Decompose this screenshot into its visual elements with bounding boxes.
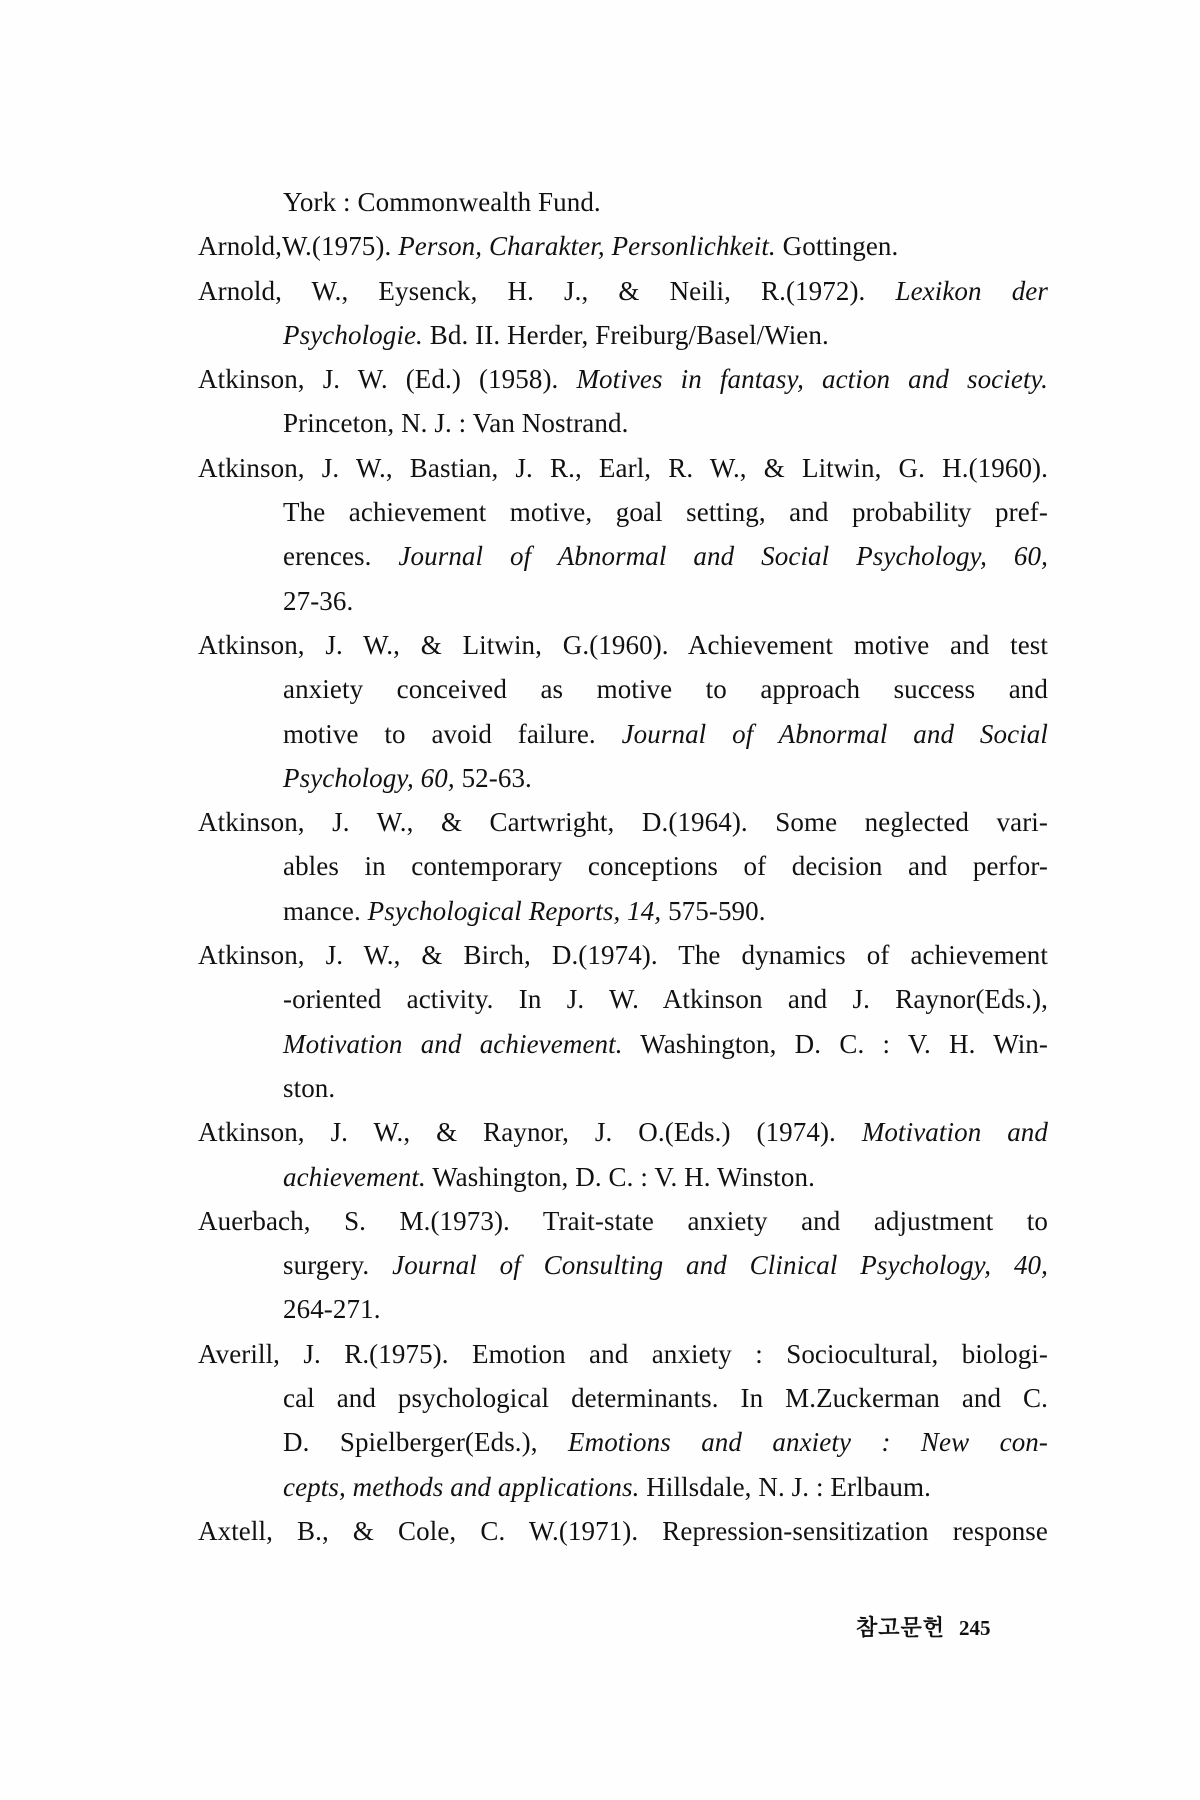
reference-line: [283, 1420, 1048, 1464]
reference-text: surgery.: [283, 1250, 393, 1281]
page-number: 245: [959, 1616, 991, 1640]
reference-line: [198, 800, 1048, 844]
italic-title-text: Lexikon der: [895, 275, 1048, 306]
reference-line: [283, 1022, 1048, 1066]
reference-text: Hillsdale, N. J. : Erlbaum.: [639, 1471, 931, 1502]
reference-line: [283, 1066, 1048, 1110]
reference-text: 264-271.: [283, 1294, 381, 1325]
reference-text: Axtell, B., & Cole, C. W.(1971). Repression-sensitization response: [198, 1515, 1048, 1546]
italic-title-text: Journal of Abnormal and Social Psychology, 60,: [398, 541, 1048, 572]
reference-entry: [198, 1509, 1048, 1553]
reference-line: [198, 269, 1048, 313]
reference-line: [283, 401, 1048, 445]
reference-line: [283, 977, 1048, 1021]
reference-list: [198, 180, 1048, 1553]
reference-line: [283, 180, 1048, 224]
italic-title-text: Motivation and achievement.: [283, 1028, 623, 1059]
reference-text: anxiety conceived as motive to approach success and: [283, 674, 1048, 705]
reference-text: mance.: [283, 895, 368, 926]
reference-line: [283, 844, 1048, 888]
reference-text: Washington, D. C. : V. H. Win-: [622, 1028, 1048, 1059]
reference-line: [283, 889, 1048, 933]
reference-line: [283, 667, 1048, 711]
reference-text: Atkinson, J. W., & Birch, D.(1974). The dynamics of achievement: [198, 940, 1048, 971]
reference-entry: [198, 1332, 1048, 1509]
reference-line: [198, 1332, 1048, 1376]
reference-line: [198, 446, 1048, 490]
section-label: 참고문헌: [856, 1616, 946, 1641]
reference-text: Averill, J. R.(1975). Emotion and anxiety : Sociocultural, biologi-: [198, 1338, 1048, 1369]
reference-line: [283, 534, 1048, 578]
reference-text: ston.: [283, 1072, 336, 1103]
reference-entry: [198, 357, 1048, 446]
reference-text: Atkinson, J. W., & Litwin, G.(1960). Achievement motive and test: [198, 629, 1048, 660]
reference-text: Auerbach, S. M.(1973). Trait-state anxiety and adjustment to: [198, 1205, 1048, 1236]
reference-line: [198, 224, 1048, 268]
italic-title-text: Motives in fantasy, action and society.: [576, 364, 1048, 395]
reference-entry: [198, 800, 1048, 933]
italic-title-text: Emotions and anxiety : New con-: [568, 1427, 1048, 1458]
reference-line: [198, 1110, 1048, 1154]
italic-title-text: Journal of Abnormal and Social: [621, 718, 1048, 749]
reference-line: [283, 712, 1048, 756]
reference-text: Gottingen.: [775, 231, 899, 262]
reference-text: cal and psychological determinants. In M.Zuckerman and C.: [283, 1383, 1048, 1414]
reference-line: [283, 1376, 1048, 1420]
italic-title-text: Journal of Consulting and Clinical Psychology, 40,: [392, 1250, 1048, 1281]
reference-text: Atkinson, J. W., & Raynor, J. O.(Eds.) (1974).: [198, 1117, 862, 1148]
reference-entry: [198, 269, 1048, 358]
italic-title-text: Motivation and: [861, 1117, 1048, 1148]
page-footer: [856, 1611, 991, 1642]
reference-line: [198, 357, 1048, 401]
reference-text: erences.: [283, 541, 399, 572]
reference-line: [198, 623, 1048, 667]
reference-entry: [198, 933, 1048, 1110]
reference-line: [283, 1287, 1048, 1331]
reference-text: Atkinson, J. W., Bastian, J. R., Earl, R. W., & Litwin, G. H.(1960).: [198, 452, 1048, 483]
reference-entry: [198, 1199, 1048, 1332]
reference-line: [283, 1155, 1048, 1199]
italic-title-text: cepts, methods and applications.: [283, 1471, 640, 1502]
reference-line: [198, 1509, 1048, 1553]
reference-entry: [198, 1110, 1048, 1199]
reference-entry: [198, 446, 1048, 623]
reference-text: Atkinson, J. W. (Ed.) (1958).: [198, 364, 577, 395]
reference-line: [283, 756, 1048, 800]
reference-text: D. Spielberger(Eds.),: [283, 1427, 568, 1458]
reference-line: [198, 933, 1048, 977]
reference-text: Atkinson, J. W., & Cartwright, D.(1964). Some neglected vari-: [198, 807, 1048, 838]
reference-entry: [198, 623, 1048, 800]
reference-line: [283, 313, 1048, 357]
italic-title-text: Psychologie.: [283, 319, 423, 350]
italic-title-text: Person, Charakter, Personlichkeit.: [398, 231, 776, 262]
reference-text: York : Commonwealth Fund.: [283, 187, 601, 217]
reference-line: [283, 490, 1048, 534]
italic-title-text: Psychology, 60,: [283, 762, 455, 793]
italic-title-text: Psychological Reports, 14,: [367, 895, 662, 926]
reference-line: [283, 1465, 1048, 1509]
reference-text: The achievement motive, goal setting, and probability pref-: [283, 497, 1048, 528]
reference-text: Washington, D. C. : V. H. Winston.: [425, 1161, 815, 1192]
reference-text: Arnold,W.(1975).: [198, 231, 399, 262]
reference-line: [283, 579, 1048, 623]
reference-line: [198, 1199, 1048, 1243]
reference-text: 52-63.: [454, 762, 532, 793]
reference-text: -oriented activity. In J. W. Atkinson and J. Raynor(Eds.),: [283, 984, 1048, 1015]
reference-text: 575-590.: [661, 895, 766, 926]
reference-text: ables in contemporary conceptions of decision and perfor-: [283, 851, 1048, 882]
reference-text: motive to avoid failure.: [283, 718, 622, 749]
reference-text: Arnold, W., Eysenck, H. J., & Neili, R.(1972).: [198, 275, 896, 306]
reference-text: Bd. II. Herder, Freiburg/Basel/Wien.: [422, 319, 829, 350]
reference-entry: [198, 180, 1048, 224]
reference-entry: [198, 224, 1048, 268]
reference-text: 27-36.: [283, 585, 354, 616]
reference-line: [283, 1243, 1048, 1287]
reference-text: Princeton, N. J. : Van Nostrand.: [283, 408, 629, 439]
italic-title-text: achievement.: [283, 1161, 426, 1192]
